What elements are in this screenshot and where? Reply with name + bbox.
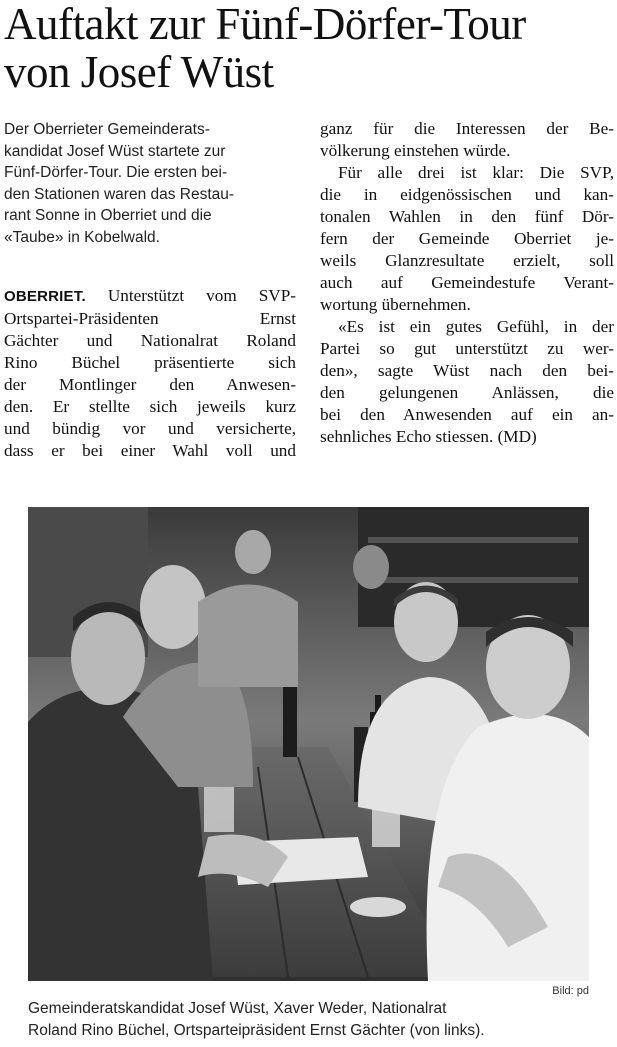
photo-caption <box>28 998 608 1042</box>
body-line: Rino Büchel präsentierte sich <box>4 353 296 372</box>
caption-line: Roland Rino Büchel, Ortsparteipräsident Ernst Gächter (von links). <box>28 1022 485 1039</box>
body-line: dass er bei einer Wahl voll und <box>4 441 296 460</box>
body-line-text: Unterstützt vom SVP- <box>107 286 296 305</box>
body-line: Gächter und Nationalrat Roland <box>4 331 296 350</box>
headline <box>4 0 614 96</box>
body-line: völkerung einstehen würde. <box>320 141 511 160</box>
body-line: «Es ist ein gutes Gefühl, in der <box>338 317 614 336</box>
lead-line: rant Sonne in Oberriet und die <box>4 207 212 224</box>
lead-line: Der Oberrieter Gemeinderats- <box>4 121 210 138</box>
body-line: den», sagte Wüst nach den bei- <box>320 361 614 380</box>
body-line: Für alle drei ist klar: Die SVP, <box>338 163 614 182</box>
headline-line-2: von Josef Wüst <box>4 47 274 97</box>
body-line: ganz für die Interessen der Be- <box>320 119 614 138</box>
lead-paragraph <box>4 119 296 248</box>
photo-credit: Bild: pd <box>552 985 589 997</box>
body-line: Ortspartei-Präsidenten Ernst <box>4 309 296 328</box>
lead-line: Fünf-Dörfer-Tour. Die ersten bei- <box>4 164 228 181</box>
article-photo <box>28 507 589 981</box>
body-line: weils Glanzresultate erzielt, soll <box>320 251 614 270</box>
body-line: auch auf Gemeindestufe Verant- <box>320 273 614 292</box>
body-line: sehnliches Echo stiessen. (MD) <box>320 427 537 446</box>
dateline: OBERRIET. <box>4 288 86 305</box>
caption-line: Gemeinderatskandidat Josef Wüst, Xaver Weder, Nationalrat <box>28 1000 447 1017</box>
lead-line: kandidat Josef Wüst startete zur <box>4 142 226 160</box>
body-line: Partei so gut unterstützt zu wer- <box>320 339 614 358</box>
lead-line: «Taube» in Kobelwald. <box>4 228 160 246</box>
headline-line-1: Auftakt zur Fünf-Dörfer-Tour <box>4 0 526 49</box>
lead-line: den Stationen waren das Restau- <box>4 185 235 203</box>
body-line: tonalen Wahlen in den fünf Dör- <box>320 207 614 226</box>
article-column-2 <box>320 118 614 448</box>
body-line: den gelungenen Anlässen, die <box>320 383 614 402</box>
body-line: den. Er stellte sich jeweils kurz <box>4 397 296 416</box>
body-line: wortung übernehmen. <box>320 295 471 314</box>
body-line: der Montlinger den Anwesen- <box>4 375 296 394</box>
photo-illustration <box>28 507 589 981</box>
body-line: fern der Gemeinde Oberriet je- <box>320 229 614 248</box>
body-line <box>4 285 296 308</box>
body-line: bei den Anwesenden auf ein an- <box>320 405 614 424</box>
body-line: die in eidgenössischen und kan- <box>320 185 614 204</box>
article-column-1 <box>4 285 296 462</box>
body-line: und bündig vor und versicherte, <box>4 419 296 438</box>
